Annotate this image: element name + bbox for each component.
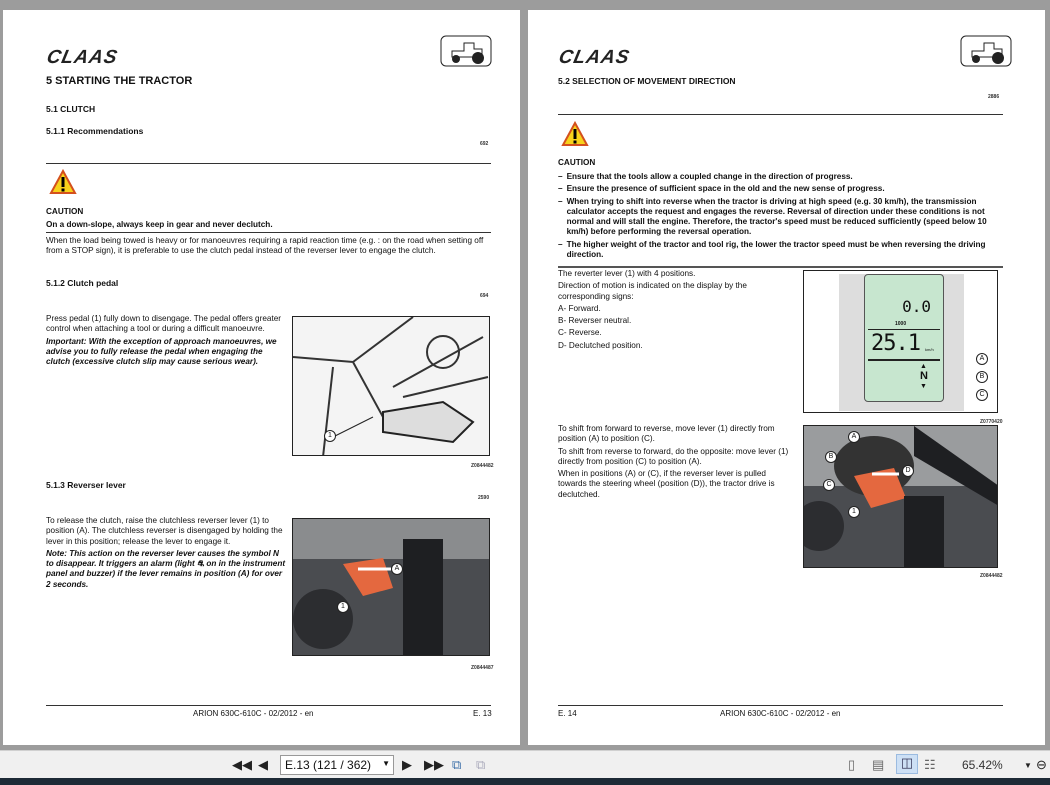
footer-model: ARION 630C-610C - 02/2012 - en	[720, 709, 841, 718]
clutch-pedal-text	[46, 314, 281, 367]
section-5-2: 5.2 SELECTION OF MOVEMENT DIRECTION	[558, 76, 736, 86]
footer-page-number: E. 14	[558, 709, 577, 718]
lever-photo-drawing	[293, 519, 490, 656]
right-page	[528, 10, 1045, 745]
callout-a: A	[391, 563, 403, 575]
next-page-icon[interactable]: ▶	[402, 757, 412, 772]
page-selector[interactable]: E.13 (121 / 362) ▼	[280, 755, 394, 775]
divider	[46, 232, 491, 233]
single-page-icon[interactable]: ▯	[848, 757, 856, 772]
pedal-important: Important: With the exception of approach manoeuvres, we advise you to fully release the pedal when engaging the clutch (excessive clutch slip may cause serious wear).	[46, 336, 277, 367]
direction-text: Direction of motion is indicated on the display by the corresponding signs:	[558, 281, 747, 301]
zoom-out-icon[interactable]: ⊖	[1036, 757, 1047, 772]
image-code: Z0844482	[471, 463, 494, 469]
shift-forward-reverse: To shift from forward to reverse, move lever (1) directly from position (A) to position (C).	[558, 424, 775, 444]
image-code: Z0770420	[980, 419, 1003, 425]
left-page	[3, 10, 520, 745]
reverser-text	[46, 516, 286, 590]
footer-page-number: E. 13	[473, 709, 492, 718]
claas-logo: CLAAS	[44, 47, 120, 68]
zoom-dropdown-icon[interactable]: ▼	[1024, 761, 1032, 770]
display-image	[803, 270, 998, 413]
sign-a: A- Forward.	[558, 303, 601, 313]
last-page-icon[interactable]: ▶▶	[424, 757, 444, 772]
pedal-text: Press pedal (1) fully down to disengage. The pedal offers greater control when attaching a tool or during a difficult manoeuvre.	[46, 314, 282, 334]
clutch-pedal-image	[292, 316, 490, 456]
ref-code: 2590	[478, 495, 490, 501]
lever-photo-drawing	[804, 426, 998, 568]
callout-1: 1	[324, 430, 336, 442]
caution-label: CAUTION	[46, 207, 84, 216]
lcd-unit: km/h	[925, 347, 934, 352]
taskbar	[0, 778, 1050, 785]
claas-logo: CLAAS	[556, 47, 632, 68]
recommendation-text: When the load being towed is heavy or for manoeuvres requiring a rapid reaction time (e.g. : on the road when setting off from a STOP sign), it is preferable to use the clutch pedal instead of the reverser lever to engage the clutch.	[46, 236, 484, 256]
callout-c: C	[823, 479, 835, 491]
section-5-1-1: 5.1.1 Recommendations	[46, 126, 144, 136]
lcd-display	[864, 274, 944, 402]
zoom-level[interactable]: 65.42%	[962, 758, 1003, 772]
next-view-icon[interactable]: ⧉	[476, 757, 486, 772]
lever-positions-text: The reverter lever (1) with 4 positions.	[558, 269, 696, 278]
ref-code: 2886	[988, 94, 1000, 100]
continuous-facing-icon[interactable]: ☷	[924, 757, 936, 772]
sign-d: D- Declutched position.	[558, 340, 643, 350]
caution-list	[558, 172, 1003, 262]
reverser-lever-photo	[803, 425, 998, 568]
caution-item: – The higher weight of the tractor and tool rig, the lower the tractor speed must be when reversing the driving direction.	[558, 239, 986, 260]
ref-code: 692	[480, 141, 489, 147]
callout-1: 1	[337, 601, 349, 613]
divider	[46, 163, 491, 164]
reverse-arrow-icon: ▼	[920, 383, 927, 390]
warning-icon	[561, 121, 589, 147]
continuous-page-icon[interactable]: ▤	[872, 757, 885, 772]
caution-text: On a down-slope, always keep in gear and never declutch.	[46, 220, 273, 229]
image-code: Z0844487	[471, 665, 494, 671]
footer-divider	[46, 705, 491, 706]
footer-model: ARION 630C-610C - 02/2012 - en	[193, 709, 314, 718]
forward-arrow-icon: ▲	[920, 363, 927, 370]
image-code: Z0844482	[980, 573, 1003, 579]
callout-b: B	[825, 451, 837, 463]
shift-instructions	[558, 424, 793, 502]
shift-reverse-forward: To shift from reverse to forward, do the opposite: move lever (1) directly from position (C) to position (A).	[558, 446, 789, 466]
reverser-note: Note: This action on the reverser lever causes the symbol N to disappear. It triggers an alarm (light ⛐ on in the instrument panel and buzzer) if the lever remains in position (A) for over 2 seconds.	[46, 548, 286, 589]
footer-divider	[558, 705, 1003, 706]
pedal-drawing	[293, 317, 490, 456]
callout-d: D	[902, 465, 914, 477]
caution-item: – When trying to shift into reverse when the tractor is driving at high speed (e.g. 30 km/h), the transmission calculator accepts the request and engages the reverse. Reversal of direction under these conditions is not normal and will stall the engine. Therefore, the tractor's speed must be reduced sufficiently (speed below 10 km/h) before performing the reversal operation.	[558, 196, 987, 237]
caution-item: – Ensure the presence of sufficient space in the old and the new sense of progress.	[558, 184, 885, 194]
warning-icon	[49, 169, 77, 195]
section-5-1: 5.1 CLUTCH	[46, 104, 96, 114]
caution-item: – Ensure that the tools allow a coupled change in the direction of progress.	[558, 172, 853, 181]
pdf-toolbar	[0, 750, 1050, 778]
neutral-indicator: N	[920, 370, 928, 382]
callout-c: C	[976, 389, 988, 401]
reverser-lever-photo	[292, 518, 490, 656]
callout-a: A	[848, 431, 860, 443]
section-5-1-2: 5.1.2 Clutch pedal	[46, 278, 119, 288]
facing-pages-icon[interactable]: ◫	[896, 754, 918, 774]
callout-1: 1	[848, 506, 860, 518]
tractor-icon	[960, 35, 1012, 67]
callout-a: A	[976, 353, 988, 365]
divider	[558, 114, 1003, 115]
reverser-paragraph: To release the clutch, raise the clutchless reverser lever (1) to position (A). The clutchless reverser is disengaged by holding the lever in this position; release the lever to engage it.	[46, 516, 283, 546]
previous-page-icon[interactable]: ◀	[258, 757, 268, 772]
sign-b: B- Reverser neutral.	[558, 316, 632, 326]
divider	[558, 266, 1003, 268]
chapter-title: 5 STARTING THE TRACTOR	[46, 75, 193, 87]
section-5-1-3: 5.1.3 Reverser lever	[46, 480, 126, 490]
lcd-top-value: 0.0	[902, 297, 931, 316]
declutch-text: When in positions (A) or (C), if the reverser lever is pulled towards the steering wheel (position (D)), the tractor drive is declutched.	[558, 469, 775, 499]
caution-label: CAUTION	[558, 158, 596, 167]
tractor-icon	[440, 35, 492, 67]
ref-code: 694	[480, 293, 489, 299]
lcd-rpm: 1000	[895, 321, 907, 327]
previous-view-icon[interactable]: ⧉	[452, 757, 462, 772]
sign-c: C- Reverse.	[558, 328, 602, 338]
lever-description	[558, 269, 788, 353]
first-page-icon[interactable]: ◀◀	[232, 757, 252, 772]
callout-b: B	[976, 371, 988, 383]
lcd-speed: 25.1	[871, 331, 920, 356]
